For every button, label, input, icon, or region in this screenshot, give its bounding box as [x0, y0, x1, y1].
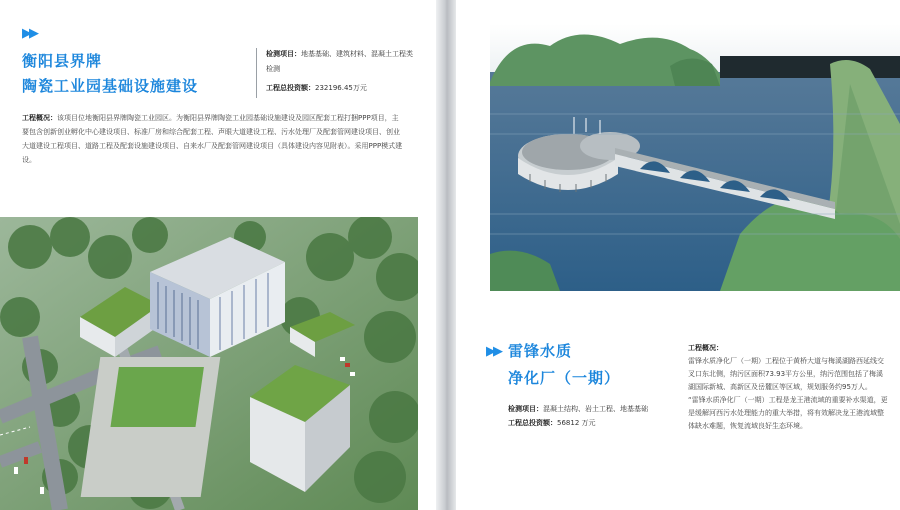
right-page: [456, 0, 900, 510]
right-inspection-label: 检测项目：: [508, 405, 543, 413]
right-overview-label: 工程概况：: [688, 344, 723, 352]
left-overview: [22, 111, 404, 167]
right-overview-text1: 雷锋水质净化厂（一期）工程位于黄桥大道与梅溪湖路西延线交叉口东北侧，纳污区面积73.93平方公里，纳污范围包括了梅溪湖国际新城、高新区及岳麓区等区域，规划服务约95万人。: [688, 357, 884, 391]
left-investment-label: 工程总投资额：: [266, 84, 315, 92]
industrial-park-aerial-image: [0, 217, 418, 510]
right-overview-text2: “雷锋水质净化厂（一期）工程是龙王港流域的重要补水渠道，更是缓解河西污水处理能力的重大举措，将有效解决龙王港流域整体缺水难题，恢复流域良好生态环境。: [688, 396, 888, 430]
left-inspection-block: [266, 47, 416, 77]
right-project-title-line1: 雷锋水质: [508, 342, 573, 360]
left-project-title-line1: 衡阳县界牌: [22, 52, 103, 70]
book-gutter: [436, 0, 456, 510]
right-inspection-value: 混凝土结构、岩土工程、地基基础: [543, 405, 648, 413]
left-inspection-label: 检测项目：: [266, 50, 301, 58]
right-investment-value: 56812 万元: [557, 419, 596, 427]
left-page: [0, 0, 436, 510]
left-overview-text: 该项目位地衡阳县界牌陶瓷工业园区。为衡阳县界牌陶瓷工业园基础设施建设及园区配套工程打捆PPP项目，主要包含创新创业孵化中心建设项目、标准厂房和综合配套工程、声眼大道建设工程、污水处理厂及配套管网建设项目、创业大道建设工程项目、道路工程及配套设施建设项目、自来水厂及配套管网建设项目（具体建设内容见附表）。采用PPP模式建设。: [22, 114, 403, 164]
right-inspection-line: [508, 402, 648, 416]
left-inspection-value: 地基基础、建筑材料、混凝土工程类检测: [266, 50, 413, 73]
right-meta-block: [508, 402, 648, 430]
right-overview: [688, 342, 888, 433]
divider: [256, 48, 257, 98]
right-investment-line: [508, 416, 648, 430]
left-overview-label: 工程概况：: [22, 114, 57, 122]
left-investment-block: [266, 81, 416, 96]
water-plant-bridge-image: [490, 24, 900, 291]
right-project-title-line2: 净化厂（一期）: [508, 369, 621, 387]
double-chevron-right-icon: ▶▶: [22, 26, 36, 41]
left-investment-value: 232196.45万元: [315, 84, 367, 92]
double-chevron-right-icon: ▶▶: [486, 344, 500, 359]
left-project-title-line2: 陶瓷工业园基础设施建设: [22, 77, 199, 95]
right-investment-label: 工程总投资额：: [508, 419, 557, 427]
